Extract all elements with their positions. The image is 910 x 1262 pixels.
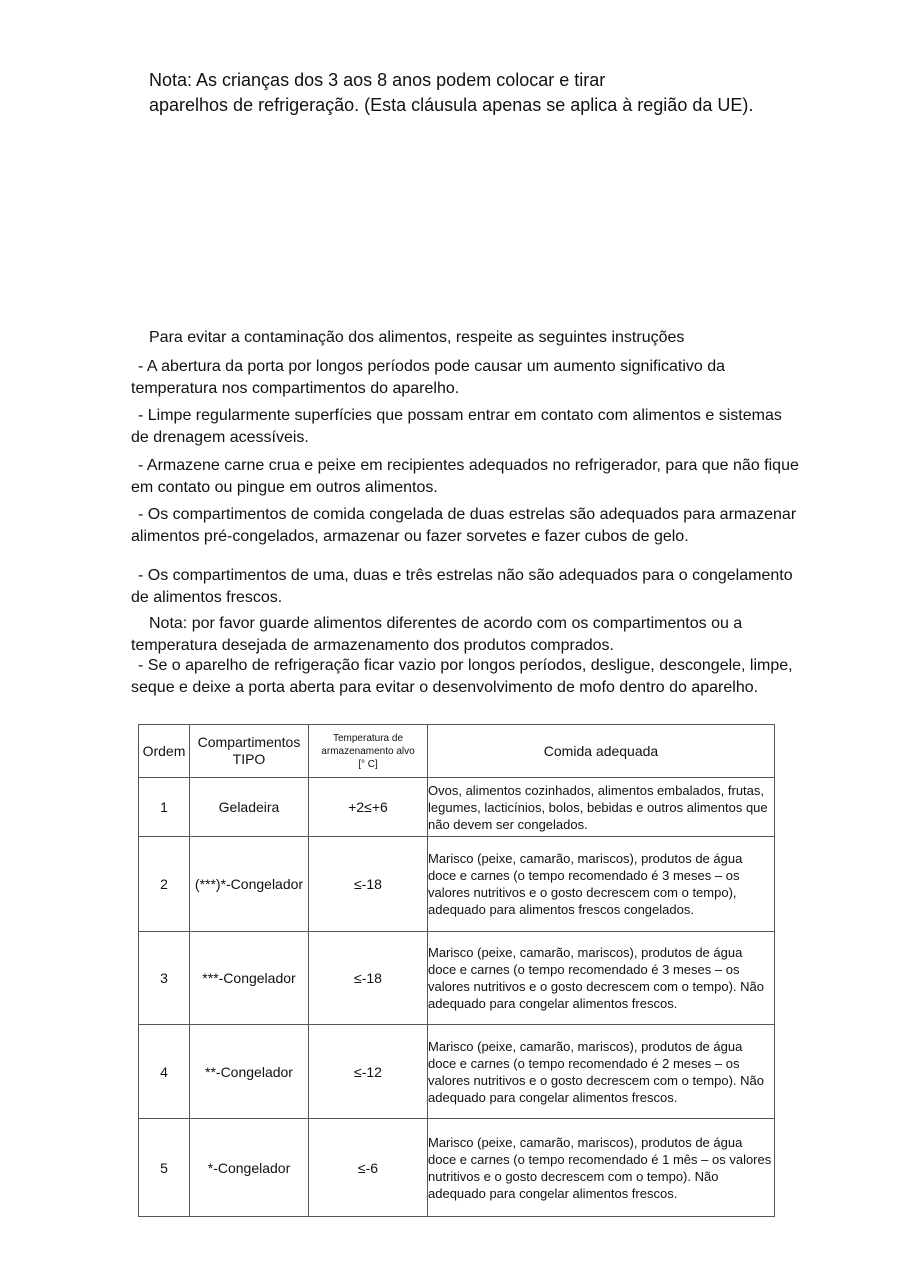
- instruction-door-opening: - A abertura da porta por longos períodos pode causar um aumento significativo da temperatura nos compartimentos do aparelho.: [131, 358, 726, 397]
- row-compartment-type: (***)*-Congelador: [190, 837, 309, 932]
- header-order: Ordem: [139, 725, 190, 778]
- row-temperature: ≤-6: [309, 1119, 428, 1217]
- table-row: [139, 932, 775, 1025]
- compartment-table: [138, 724, 775, 1217]
- eu-note-line-1: Nota: As crianças dos 3 aos 8 anos podem colocar e tirar: [149, 70, 606, 90]
- table-row: [139, 778, 775, 837]
- row-compartment-type: *-Congelador: [190, 1119, 309, 1217]
- instruction-empty-appliance: - Se o aparelho de refrigeração ficar vazio por longos períodos, desligue, descongele, limpe, seque e deixe a porta aberta para evitar o desenvolvimento de mofo dentro do aparelho.: [131, 657, 793, 696]
- row-suitable-food: Marisco (peixe, camarão, mariscos), produtos de água doce e carnes (o tempo recomendado é 3 meses – os valores nutritivos e o gosto decrescem com o tempo), adequado para alimentos frescos congelados.: [428, 837, 775, 932]
- row-suitable-food: Marisco (peixe, camarão, mariscos), produtos de água doce e carnes (o tempo recomendado é 2 meses – os valores nutritivos e o gosto decrescem com o tempo). Não adequado para congelar alimentos frescos.: [428, 1025, 775, 1119]
- row-order: 3: [139, 932, 190, 1025]
- row-compartment-type: Geladeira: [190, 778, 309, 837]
- row-order: 4: [139, 1025, 190, 1119]
- row-temperature: ≤-18: [309, 932, 428, 1025]
- row-order: 1: [139, 778, 190, 837]
- table-header-row: [139, 725, 775, 778]
- table-row: [139, 837, 775, 932]
- row-temperature: ≤-18: [309, 837, 428, 932]
- storage-note: Nota: por favor guarde alimentos diferentes de acordo com os compartimentos ou a temperatura desejada de armazenamento dos produtos comprados.: [131, 615, 743, 654]
- header-target-temperature: Temperatura de armazenamento alvo [° C]: [309, 725, 428, 778]
- row-compartment-type: **-Congelador: [190, 1025, 309, 1119]
- instruction-clean-surfaces: - Limpe regularmente superfícies que possam entrar em contato com alimentos e sistemas de drenagem acessíveis.: [131, 407, 782, 446]
- row-suitable-food: Marisco (peixe, camarão, mariscos), produtos de água doce e carnes (o tempo recomendado é 3 meses – os valores nutritivos e o gosto decrescem com o tempo). Não adequado para congelar alimentos frescos.: [428, 932, 775, 1025]
- eu-children-note: [149, 68, 829, 118]
- instruction-raw-meat: - Armazene carne crua e peixe em recipientes adequados no refrigerador, para que não fique em contato ou pingue em outros alimentos.: [131, 457, 799, 496]
- row-suitable-food: Ovos, alimentos cozinhados, alimentos embalados, frutas, legumes, lacticínios, bolos, bebidas e outros alimentos que não devem ser congelados.: [428, 778, 775, 837]
- row-order: 5: [139, 1119, 190, 1217]
- header-suitable-food: Comida adequada: [428, 725, 775, 778]
- instruction-two-star: - Os compartimentos de comida congelada de duas estrelas são adequados para armazenar alimentos pré-congelados, armazenar ou fazer sorvetes e fazer cubos de gelo.: [131, 506, 797, 545]
- row-compartment-type: ***-Congelador: [190, 932, 309, 1025]
- table-row: [139, 1119, 775, 1217]
- row-suitable-food: Marisco (peixe, camarão, mariscos), produtos de água doce e carnes (o tempo recomendado é 1 mês – os valores nutritivos e o gosto decrescem com o tempo). Não adequado para congelar alimentos frescos.: [428, 1119, 775, 1217]
- row-temperature: ≤-12: [309, 1025, 428, 1119]
- instructions-intro: Para evitar a contaminação dos alimentos, respeite as seguintes instruções: [149, 329, 685, 346]
- eu-note-line-2: aparelhos de refrigeração. (Esta cláusula apenas se aplica à região da UE).: [149, 95, 754, 115]
- row-temperature: +2≤+6: [309, 778, 428, 837]
- row-order: 2: [139, 837, 190, 932]
- table-row: [139, 1025, 775, 1119]
- header-compartment-type: Compartimentos TIPO: [190, 725, 309, 778]
- instruction-star-compartments: - Os compartimentos de uma, duas e três estrelas não são adequados para o congelamento de alimentos frescos.: [131, 567, 793, 606]
